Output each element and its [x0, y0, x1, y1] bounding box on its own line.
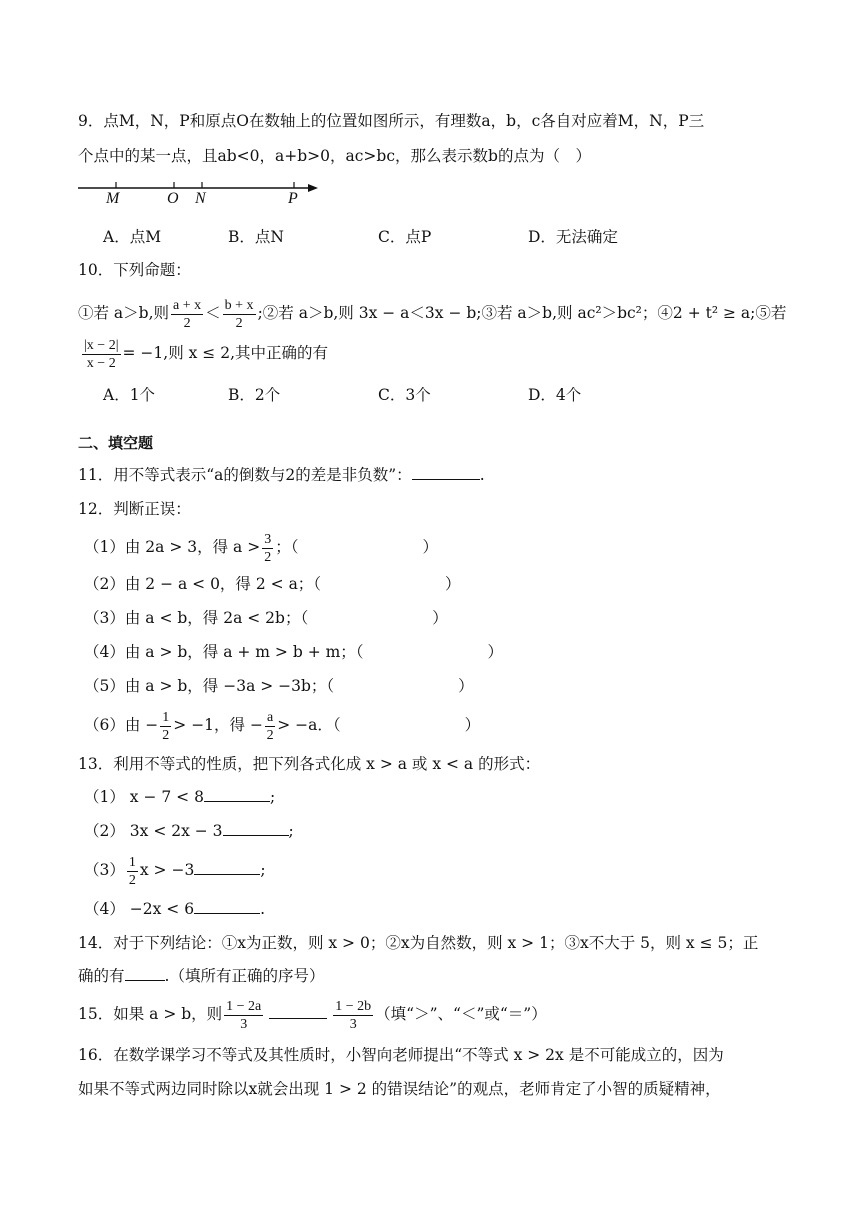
q13-answer-blank[interactable]	[204, 787, 270, 802]
q13-item-4	[84, 898, 265, 920]
q10-line2	[80, 336, 328, 376]
q12-item-2[interactable]: （2）由 2 − a < 0，得 2 < a；（ ）	[84, 575, 461, 593]
frac-denominator: 2	[162, 727, 170, 743]
fraction-a-half	[265, 709, 275, 744]
q13-item-text: （4） −2x < 6	[84, 900, 195, 918]
frac-numerator: 1 − 2a	[226, 998, 262, 1014]
q13-item-end: ;	[288, 822, 294, 840]
q13-item-text: （1） x − 7 < 8	[84, 788, 204, 806]
q12-item-text: （6）由 −	[84, 716, 159, 734]
q10-option-b[interactable]: B．2个	[228, 386, 281, 404]
q15-answer-blank[interactable]	[269, 1004, 327, 1019]
q12-item-4[interactable]: （4）由 a > b，得 a + m > b + m；（ ）	[84, 643, 504, 661]
q12-item-6[interactable]	[84, 708, 480, 744]
q14-line2	[78, 965, 324, 987]
q10-line1	[78, 296, 786, 332]
q9-option-a[interactable]: A．点M	[103, 228, 162, 246]
q14-answer-blank[interactable]	[125, 966, 165, 981]
fraction-abs	[82, 337, 121, 372]
q10-option-d[interactable]: D．4个	[528, 386, 582, 404]
frac-denominator: 2	[128, 872, 136, 888]
q11-period: .	[479, 466, 485, 484]
frac-numerator: 1 − 2b	[335, 998, 372, 1014]
q12-item-paren: > −a．（ ）	[277, 716, 481, 734]
q12-item-text: （1）由 2a > 3，得 a >	[84, 538, 261, 556]
q10-option-a[interactable]: A．1个	[103, 386, 156, 404]
fraction-1-minus-2b	[333, 998, 373, 1033]
q13-item-text: x > −3	[139, 861, 195, 879]
fraction-a-plus-x	[171, 297, 203, 332]
q13-item-text: （2） 3x < 2x − 3	[84, 822, 223, 840]
q13-item-3	[84, 853, 266, 889]
q13-answer-blank[interactable]	[223, 821, 289, 836]
q12-item-5[interactable]: （5）由 a > b，得 −3a > −3b；（ ）	[84, 677, 474, 695]
q10-title: 10．下列命题：	[78, 261, 191, 279]
q9-option-b[interactable]: B．点N	[228, 228, 284, 246]
frac-numerator: |x − 2|	[84, 337, 119, 353]
q15-text: （填“＞”、“＜”或“＝”）	[375, 1005, 547, 1023]
q10-prop5-text: = −1,则 x ≤ 2,其中正确的有	[122, 344, 329, 362]
q12-item-paren: ；（ ）	[275, 538, 438, 556]
q14-line1: 14．对于下列结论：①x为正数，则 x > 0；②x为自然数，则 x > 1；③x不大于 5，则 x ≤ 5；正	[78, 934, 759, 952]
q12-item-3[interactable]: （3）由 a < b，得 2a < 2b；（ ）	[84, 609, 448, 627]
axis-label-o: O	[167, 190, 179, 207]
q16-line1: 16．在数学课学习不等式及其性质时，小智向老师提出“不等式 x > 2x 是不可能成立的，因为	[78, 1046, 724, 1064]
frac-denominator: 2	[183, 315, 191, 331]
q13-item-1	[84, 786, 275, 808]
axis-label-n: N	[195, 190, 206, 207]
q13-title: 13．利用不等式的性质，把下列各式化成 x > a 或 x < a 的形式：	[78, 755, 541, 773]
q13-item-end: ;	[269, 788, 276, 806]
q15-text: 15．如果 a > b，则	[78, 1005, 223, 1023]
section-heading: 二、填空题	[78, 434, 154, 452]
q13-item-2	[84, 820, 294, 842]
axis-label-m: M	[106, 190, 120, 207]
q13-item-text: （3）	[84, 861, 125, 879]
less-than-sign: ＜	[205, 304, 221, 322]
q11-answer-blank[interactable]	[412, 465, 480, 480]
q14-text: 确的有	[78, 967, 125, 985]
q10-prop1-text: ①若 a＞b,则	[78, 304, 170, 322]
fraction-one-half	[160, 709, 171, 744]
frac-denominator: 3	[240, 1016, 248, 1032]
q13-item-end: .	[260, 900, 266, 918]
q9-line1: 9．点M，N，P和原点O在数轴上的位置如图所示，有理数a，b，c各自对应着M，N，P三	[78, 112, 705, 130]
q13-answer-blank[interactable]	[194, 860, 260, 875]
fraction-1-minus-2a	[224, 998, 263, 1033]
frac-denominator: 2	[235, 315, 243, 331]
q16-line2: 如果不等式两边同时除以x就会出现 1 > 2 的错误结论”的观点，老师肯定了小智的质疑精神，	[78, 1080, 721, 1098]
q10-props-text: ;②若 a＞b,则 3x − a＜3x − b;③若 a＞b,则 ac²＞bc²；④2 + t² ≥ a;⑤若	[257, 304, 787, 322]
q11-text: 11．用不等式表示“a的倒数与2的差是非负数”：	[78, 466, 412, 484]
frac-denominator: x − 2	[86, 355, 116, 371]
frac-numerator: a + x	[173, 297, 202, 313]
q13-answer-blank[interactable]	[194, 899, 260, 914]
frac-numerator: 1	[162, 709, 170, 725]
q12-item-text: > −1，得 −	[173, 716, 263, 734]
q14-text: .（填所有正确的序号）	[164, 967, 325, 985]
frac-denominator: 2	[264, 549, 272, 565]
q9-line2: 个点中的某一点，且ab<0，a+b>0，ac>bc，那么表示数b的点为（ ）	[78, 147, 591, 165]
q10-option-c[interactable]: C．3个	[378, 386, 431, 404]
q13-item-end: ;	[260, 861, 266, 879]
fraction-one-half	[127, 854, 138, 889]
fraction-b-plus-x	[223, 297, 256, 332]
frac-numerator: 1	[128, 854, 136, 870]
q11-line	[78, 464, 485, 486]
q12-title: 12．判断正误：	[78, 500, 191, 518]
q12-item-1[interactable]	[84, 530, 438, 566]
frac-numerator: 3	[264, 531, 272, 547]
axis-label-p: P	[288, 190, 298, 207]
frac-denominator: 3	[349, 1016, 357, 1032]
frac-numerator: b + x	[224, 297, 254, 313]
frac-numerator: a	[266, 709, 274, 725]
q9-option-c[interactable]: C．点P	[378, 228, 432, 246]
q15-line	[78, 997, 547, 1037]
frac-denominator: 2	[266, 727, 274, 743]
fraction-three-halves	[262, 531, 273, 566]
q9-option-d[interactable]: D．无法确定	[528, 228, 618, 246]
